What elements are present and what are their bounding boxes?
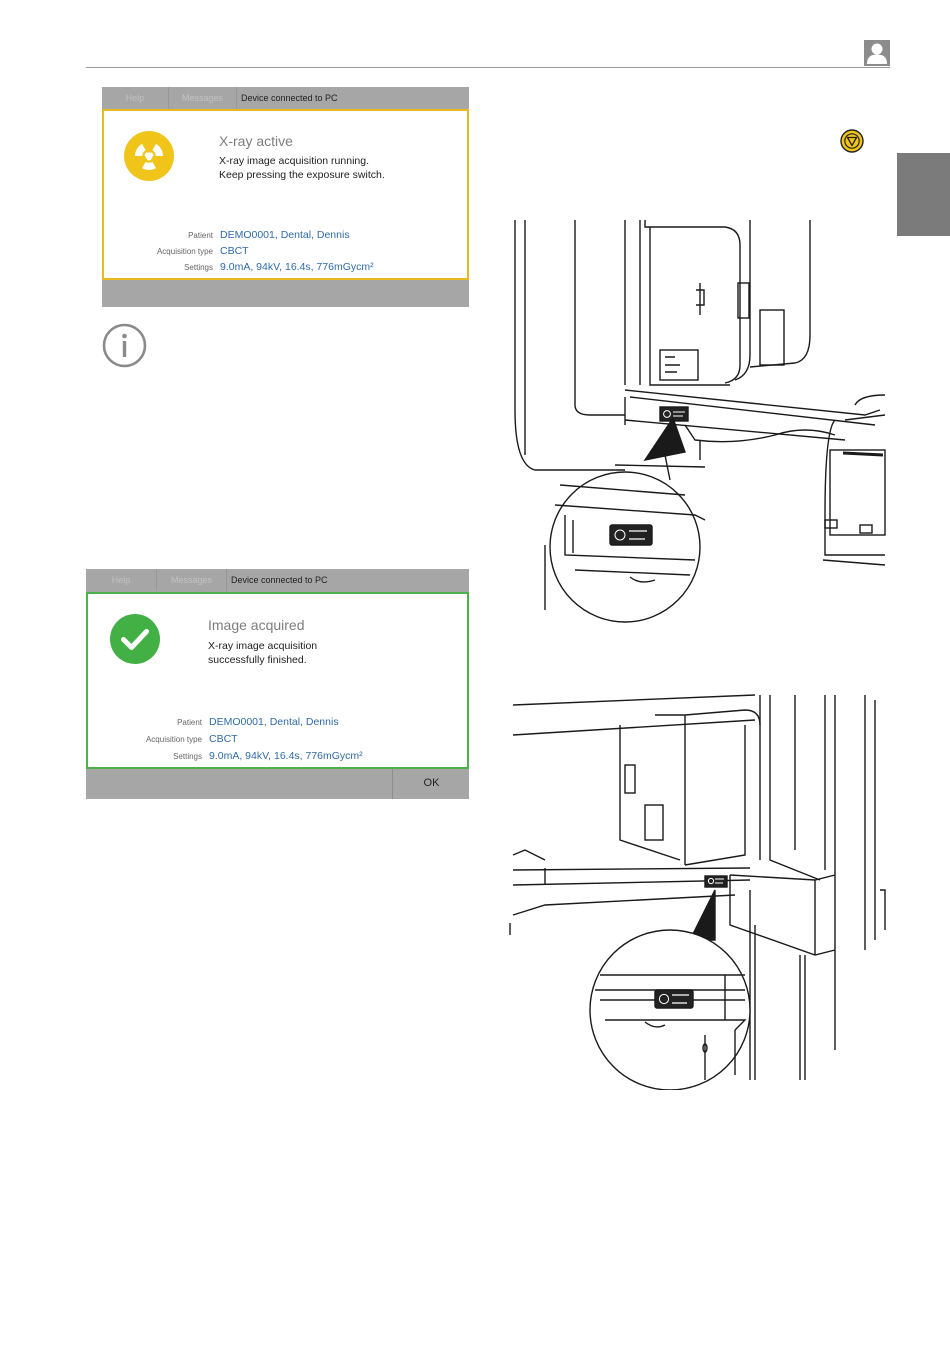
connection-status: Device connected to PC (231, 575, 328, 585)
tab-messages[interactable]: Messages (157, 569, 227, 591)
field-value: CBCT (209, 733, 238, 745)
field-value: DEMO0001, Dental, Dennis (209, 716, 339, 728)
dialog-message (219, 154, 385, 182)
tab-messages[interactable]: Messages (169, 87, 237, 109)
dialog-top-bar (102, 87, 469, 109)
emergency-stop-icon (840, 129, 864, 153)
patient-row (177, 714, 339, 730)
dialog-top-bar (86, 569, 469, 591)
settings-row (184, 259, 374, 275)
tab-help[interactable]: Help (86, 569, 157, 591)
dialog-title: X-ray active (219, 133, 293, 149)
chapter-tab (897, 153, 950, 236)
field-label: Patient (177, 717, 202, 727)
emergency-stop-illustration-left (505, 215, 890, 625)
message-line: Keep pressing the exposure switch. (219, 169, 385, 181)
field-value: DEMO0001, Dental, Dennis (220, 229, 350, 241)
connection-status: Device connected to PC (241, 93, 338, 103)
acquisition-type-row (156, 243, 249, 259)
settings-row (173, 748, 363, 764)
xray-active-dialog (102, 87, 469, 307)
info-icon (102, 323, 147, 368)
message-line: X-ray image acquisition (208, 640, 318, 652)
person-icon (864, 40, 890, 66)
emergency-stop-illustration-right (505, 690, 890, 1090)
patient-row (188, 227, 350, 243)
field-label: Acquisition type (156, 246, 213, 256)
field-value: 9.0mA, 94kV, 16.4s, 776mGycm² (220, 261, 374, 273)
ok-button[interactable]: OK (392, 769, 470, 799)
checkmark-icon (110, 614, 160, 664)
message-line: successfully finished. (208, 654, 307, 666)
dialog-panel (86, 592, 469, 769)
dialog-message (208, 639, 317, 667)
radiation-icon (124, 131, 174, 181)
field-label: Acquisition type (145, 734, 202, 744)
field-value: 9.0mA, 94kV, 16.4s, 776mGycm² (209, 750, 363, 762)
acquisition-type-row (145, 731, 238, 747)
tab-help[interactable]: Help (102, 87, 169, 109)
dialog-title: Image acquired (208, 617, 305, 633)
dialog-panel (102, 109, 469, 280)
field-label: Patient (188, 230, 213, 240)
image-acquired-dialog (86, 569, 469, 799)
field-value: CBCT (220, 245, 249, 257)
field-label: Settings (184, 262, 213, 272)
field-label: Settings (173, 751, 202, 761)
message-line: X-ray image acquisition running. (219, 155, 369, 167)
header-rule (86, 67, 890, 68)
